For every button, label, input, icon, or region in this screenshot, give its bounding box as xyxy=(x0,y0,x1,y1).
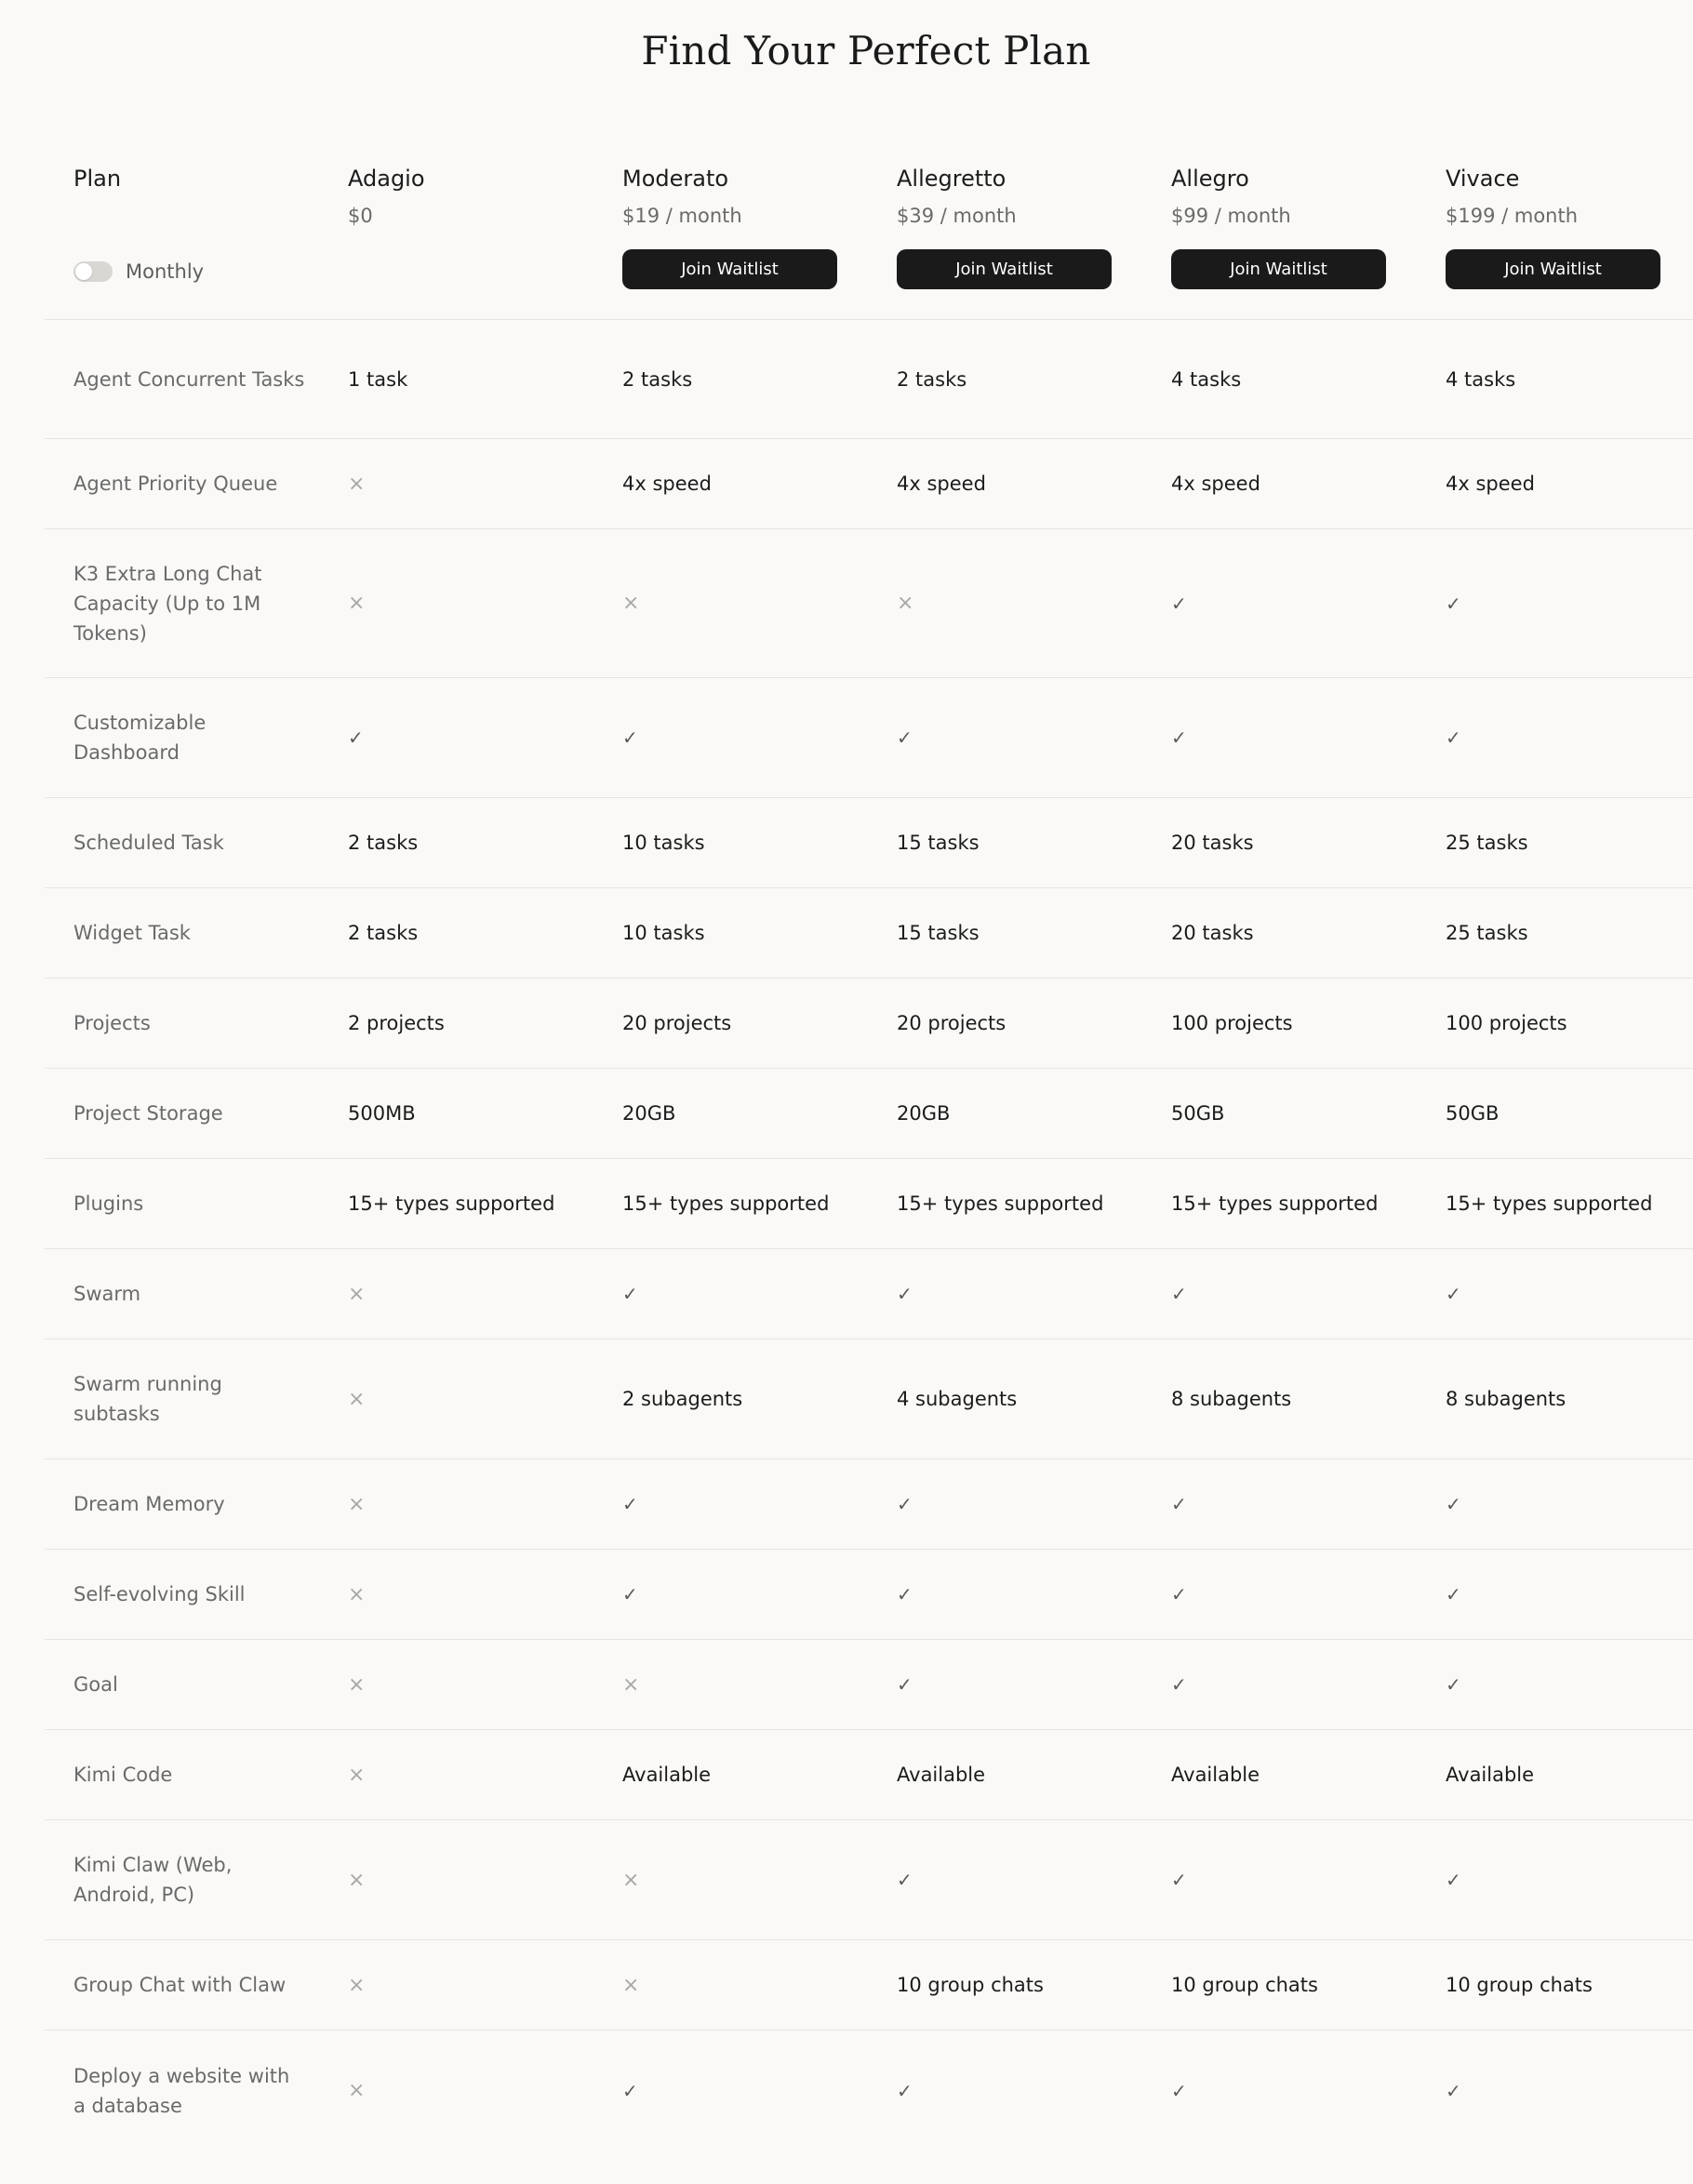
check-icon: ✓ xyxy=(897,1673,913,1696)
table-row xyxy=(45,439,1693,529)
check-icon: ✓ xyxy=(622,2079,638,2102)
check-icon: ✓ xyxy=(1171,1283,1187,1305)
feature-value: 15+ types supported xyxy=(1446,1192,1653,1215)
feature-label: Group Chat with Claw xyxy=(73,1974,287,1996)
billing-toggle-label: Monthly xyxy=(126,260,205,283)
plan-name: Allegretto xyxy=(897,166,1006,192)
feature-label: Plugins xyxy=(73,1192,144,1215)
table-row xyxy=(45,320,1693,439)
check-icon: ✓ xyxy=(1446,2079,1461,2102)
plan-price: $39 / month xyxy=(897,205,1017,227)
table-row xyxy=(45,1550,1693,1640)
table-row xyxy=(45,979,1693,1069)
feature-label: Dream Memory xyxy=(73,1493,225,1515)
join-waitlist-button-allegretto[interactable]: Join Waitlist xyxy=(897,249,1112,289)
feature-value: 2 projects xyxy=(348,1012,445,1034)
table-row xyxy=(45,1940,1693,2031)
feature-value: Available xyxy=(1171,1764,1260,1786)
feature-label: Projects xyxy=(73,1012,151,1034)
check-icon: ✓ xyxy=(622,1283,638,1305)
check-icon: ✓ xyxy=(1446,592,1461,615)
join-waitlist-button-moderato[interactable]: Join Waitlist xyxy=(622,249,837,289)
feature-value: 10 group chats xyxy=(1446,1974,1593,1996)
plan-price: $199 / month xyxy=(1446,205,1579,227)
check-icon: ✓ xyxy=(622,1493,638,1515)
feature-label: Swarm running subtasks xyxy=(73,1373,222,1425)
cross-icon: × xyxy=(348,1387,366,1411)
check-icon: ✓ xyxy=(622,1583,638,1605)
cross-icon: × xyxy=(348,1672,366,1697)
feature-value: 100 projects xyxy=(1171,1012,1293,1034)
plan-header-allegro xyxy=(1171,166,1291,227)
feature-value: 20 tasks xyxy=(1171,832,1254,854)
feature-label: Goal xyxy=(73,1673,118,1696)
check-icon: ✓ xyxy=(1446,1673,1461,1696)
feature-label: Widget Task xyxy=(73,922,191,944)
table-row xyxy=(45,1249,1693,1339)
feature-label: Scheduled Task xyxy=(73,832,224,854)
feature-value: 25 tasks xyxy=(1446,832,1528,854)
feature-label: K3 Extra Long Chat Capacity (Up to 1M Tokens) xyxy=(73,562,262,645)
plan-comparison-table xyxy=(45,149,1693,2151)
plan-label: Plan xyxy=(73,166,122,192)
cross-icon: × xyxy=(348,592,366,615)
feature-label: Swarm xyxy=(73,1283,141,1305)
feature-value: 15+ types supported xyxy=(897,1192,1104,1215)
check-icon: ✓ xyxy=(1446,1583,1461,1605)
check-icon: ✓ xyxy=(1171,2079,1187,2102)
feature-value: 4x speed xyxy=(1171,473,1260,495)
feature-value: Available xyxy=(897,1764,986,1786)
page-title: Find Your Perfect Plan xyxy=(641,28,1091,73)
feature-value: 2 tasks xyxy=(622,367,693,391)
feature-value: 20 projects xyxy=(622,1012,732,1034)
cross-icon: × xyxy=(348,1763,366,1787)
table-row xyxy=(45,1730,1693,1820)
feature-value: 2 subagents xyxy=(622,1388,743,1410)
feature-label: Kimi Claw (Web, Android, PC) xyxy=(73,1854,233,1906)
feature-value: 10 group chats xyxy=(897,1974,1044,1996)
cross-icon: × xyxy=(348,1868,366,1892)
feature-value: 4x speed xyxy=(1446,473,1535,495)
check-icon: ✓ xyxy=(622,726,638,749)
table-row xyxy=(45,798,1693,888)
feature-value: 10 tasks xyxy=(622,832,705,854)
check-icon: ✓ xyxy=(1171,1493,1187,1515)
feature-label: Agent Concurrent Tasks xyxy=(73,367,305,391)
check-icon: ✓ xyxy=(1171,1673,1187,1696)
feature-label: Self-evolving Skill xyxy=(73,1583,246,1605)
feature-value: 100 projects xyxy=(1446,1012,1567,1034)
feature-label: Deploy a website with a database xyxy=(73,2064,290,2117)
check-icon: ✓ xyxy=(1171,1583,1187,1605)
feature-label: Kimi Code xyxy=(73,1764,173,1786)
feature-rows xyxy=(45,320,1693,2151)
cross-icon: × xyxy=(348,1282,366,1306)
check-icon: ✓ xyxy=(897,1583,913,1605)
table-row xyxy=(45,529,1693,678)
plan-header-vivace xyxy=(1446,166,1578,227)
feature-value: 4x speed xyxy=(622,473,712,495)
plan-name: Moderato xyxy=(622,166,729,192)
feature-value: 15 tasks xyxy=(897,922,980,944)
check-icon: ✓ xyxy=(897,2079,913,2102)
feature-value: 4 tasks xyxy=(1171,367,1242,391)
table-header xyxy=(45,149,1693,320)
feature-label: Project Storage xyxy=(73,1102,223,1125)
table-row xyxy=(45,1339,1693,1459)
plan-name: Vivace xyxy=(1446,166,1520,192)
table-row xyxy=(45,1820,1693,1940)
check-icon: ✓ xyxy=(1171,592,1187,615)
table-row xyxy=(45,1069,1693,1159)
feature-value: 2 tasks xyxy=(897,367,967,391)
feature-value: 2 tasks xyxy=(348,832,419,854)
check-icon: ✓ xyxy=(897,1869,913,1891)
check-icon: ✓ xyxy=(1446,726,1461,749)
table-row xyxy=(45,1159,1693,1249)
cross-icon: × xyxy=(897,592,914,615)
cross-icon: × xyxy=(622,1973,640,1997)
table-row xyxy=(45,888,1693,979)
cross-icon: × xyxy=(348,1492,366,1516)
feature-value: 10 tasks xyxy=(622,922,705,944)
cross-icon: × xyxy=(348,1582,366,1606)
table-row xyxy=(45,1459,1693,1550)
feature-value: 8 subagents xyxy=(1446,1388,1566,1410)
feature-value: 1 task xyxy=(348,367,408,391)
feature-value: 8 subagents xyxy=(1171,1388,1292,1410)
feature-label: Customizable Dashboard xyxy=(73,712,207,764)
billing-toggle[interactable] xyxy=(73,261,113,282)
table-row xyxy=(45,2031,1693,2151)
feature-value: 50GB xyxy=(1446,1102,1500,1125)
check-icon: ✓ xyxy=(1446,1283,1461,1305)
plan-header-moderato xyxy=(622,166,742,227)
plan-header-adagio xyxy=(348,166,425,227)
feature-value: 20 tasks xyxy=(1171,922,1254,944)
check-icon: ✓ xyxy=(1171,1869,1187,1891)
cross-icon: × xyxy=(622,592,640,615)
feature-value: Available xyxy=(622,1764,712,1786)
table-row xyxy=(45,678,1693,798)
feature-value: 20 projects xyxy=(897,1012,1006,1034)
table-row xyxy=(45,1640,1693,1730)
cross-icon: × xyxy=(622,1868,640,1892)
check-icon: ✓ xyxy=(897,1283,913,1305)
plan-name: Adagio xyxy=(348,166,425,192)
plan-price: $19 / month xyxy=(622,205,742,227)
feature-value: 50GB xyxy=(1171,1102,1225,1125)
check-icon: ✓ xyxy=(348,726,364,749)
check-icon: ✓ xyxy=(897,726,913,749)
plan-name: Allegro xyxy=(1171,166,1249,192)
plan-price: $0 xyxy=(348,205,373,227)
join-waitlist-button-allegro[interactable]: Join Waitlist xyxy=(1171,249,1386,289)
join-waitlist-button-vivace[interactable]: Join Waitlist xyxy=(1446,249,1660,289)
feature-value: Available xyxy=(1446,1764,1535,1786)
check-icon: ✓ xyxy=(1446,1493,1461,1515)
feature-value: 500MB xyxy=(348,1102,416,1125)
feature-value: 15+ types supported xyxy=(1171,1192,1379,1215)
check-icon: ✓ xyxy=(1171,726,1187,749)
feature-value: 10 group chats xyxy=(1171,1974,1318,1996)
feature-value: 4 tasks xyxy=(1446,367,1516,391)
feature-value: 2 tasks xyxy=(348,922,419,944)
plan-column-header xyxy=(73,166,121,192)
cross-icon: × xyxy=(348,1973,366,1997)
check-icon: ✓ xyxy=(897,1493,913,1515)
check-icon: ✓ xyxy=(1446,1869,1461,1891)
feature-value: 15 tasks xyxy=(897,832,980,854)
cross-icon: × xyxy=(348,2079,366,2102)
feature-value: 20GB xyxy=(897,1102,951,1125)
feature-value: 15+ types supported xyxy=(622,1192,830,1215)
feature-value: 4x speed xyxy=(897,473,986,495)
plan-price: $99 / month xyxy=(1171,205,1291,227)
cross-icon: × xyxy=(348,472,366,496)
plan-header-allegretto xyxy=(897,166,1017,227)
feature-value: 20GB xyxy=(622,1102,676,1125)
toggle-knob xyxy=(75,263,92,280)
feature-label: Agent Priority Queue xyxy=(73,473,278,495)
billing-toggle-group xyxy=(73,260,204,283)
feature-value: 4 subagents xyxy=(897,1388,1018,1410)
feature-value: 15+ types supported xyxy=(348,1192,555,1215)
feature-value: 25 tasks xyxy=(1446,922,1528,944)
cross-icon: × xyxy=(622,1672,640,1697)
